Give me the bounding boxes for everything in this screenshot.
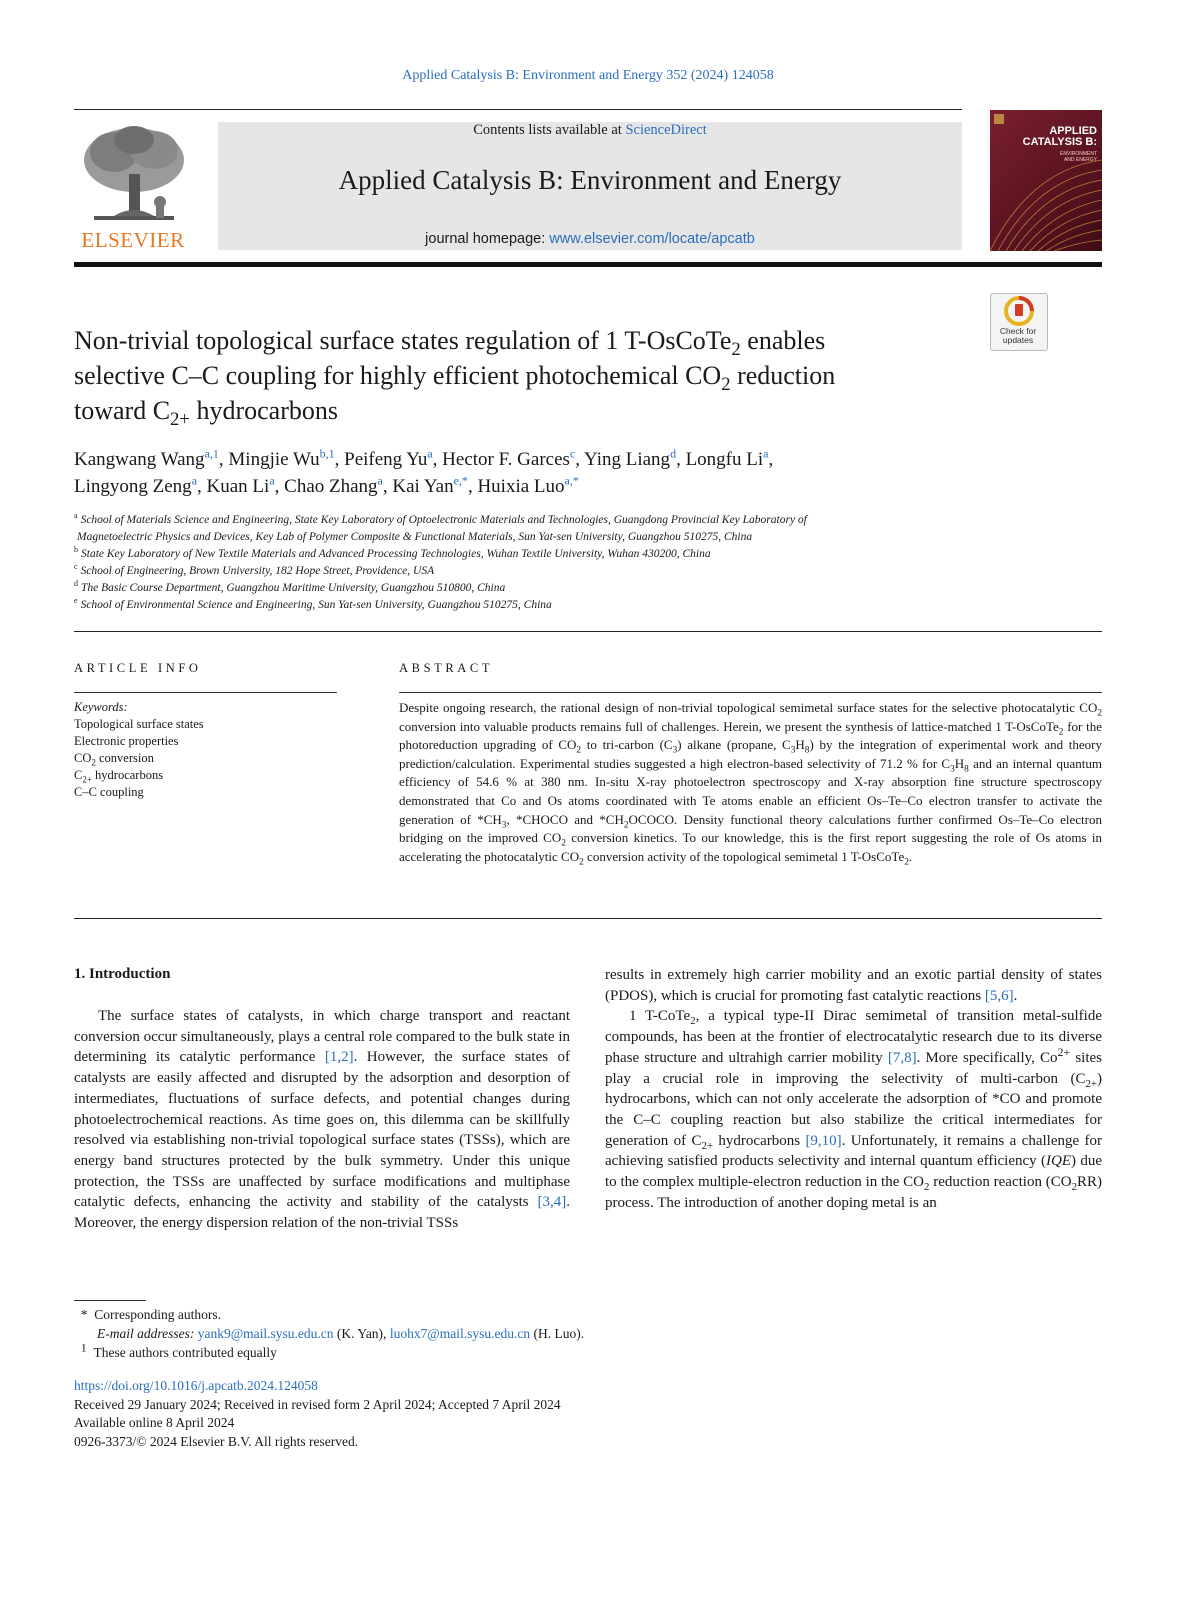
abstract-heading: ABSTRACT	[399, 661, 494, 675]
footnote-equal: 1 These authors contributed equally	[80, 1340, 277, 1360]
author-affil-mark[interactable]: e,*	[453, 473, 468, 488]
author-name[interactable]: Kuan Li	[206, 476, 270, 497]
author-name[interactable]: Longfu Li	[685, 449, 764, 470]
header-rule-top	[74, 109, 962, 110]
citation-link[interactable]: [9,10]	[805, 1132, 842, 1149]
sciencedirect-link[interactable]: ScienceDirect	[625, 122, 707, 138]
email-link[interactable]: yank9@mail.sysu.edu.cn	[197, 1326, 334, 1341]
author-name[interactable]: Hector F. Garces	[442, 449, 570, 470]
cover-subtitle: ENVIRONMENT AND ENERGY	[1060, 151, 1097, 163]
abstract-rule	[399, 692, 1102, 693]
received-dates: Received 29 January 2024; Received in revised form 2 April 2024; Accepted 7 April 2024	[74, 1396, 561, 1412]
paragraph: 1 T-CoTe$_2$, a typical type-II Dirac semimetal of transition metal-sulfide compounds, has been at the frontier of electrocatalytic research due to its diverse phase structure and ultrahigh carrier mobility [7,8]. More specifically, $Co^{2+}$ sites play a crucial role in improving the selectivity of multi-carbon $(C_{2+})$ hydrocarbons, which can not only accelerate the adsorption of *CO and promote the C–C coupling reaction but also stabilize the critical intermediates for generation of $C_{2+}$ hydrocarbons [9,10]. Unfortunately, it remains a challenge for achieving satisfied products selectivity and internal quantum efficiency (IQE) due to the complex multiple-electron reduction in the $CO_2$ reduction reaction $(CO_2RR)$ process. The introduction of another doping metal is an	[605, 1008, 1102, 1211]
elsevier-wordmark: ELSEVIER	[81, 228, 185, 252]
keyword-item: $CO_2$ conversion	[74, 751, 154, 768]
keywords-label: Keywords:	[74, 700, 128, 714]
author-name[interactable]: Kai Yan	[392, 476, 454, 497]
abstract-text: Despite ongoing research, the rational design of non-trivial topological semimetal surface states for the selective photocatalytic $CO_2$ conversion into valuable products remains full of challenges. Herein, we present the synthesis of lattice-matched 1 T-OsCoTe$_2$ for the photoreduction upgrading of $CO_2$ to tri-carbon $(C_3)$ alkane (propane, $C_3H_8$) by the integration of experimental work and theory prediction/calculation. Experimental studies suggested a high electron-based selectivity of 71.2 % for $C_3H_8$ and an internal quantum efficiency of 54.6 % at 380 nm. In-situ X-ray photoelectron spectroscopy and X-ray absorption fine structure spectroscopy demonstrated that Co and Os atoms coordinated with Te atoms enable an efficient Os–Te–Co electron transfer to activate the generation of $*CH_3$, *CHOCO and $*CH_2OCOCO$. Density functional theory calculations further confirmed Os–Te–Co electron bridging on the improved $CO_2$ conversion kinetics. To our knowledge, this is the first report suggesting the role of Os atoms in accelerating the photocatalytic $CO_2$ conversion activity of the topological semimetal 1 T-OsCoTe$_2$.	[399, 700, 1103, 868]
author-affil-mark[interactable]: a	[763, 446, 769, 461]
section-heading-introduction: 1. Introduction	[74, 966, 171, 982]
author-name[interactable]: Lingyong Zeng	[74, 476, 192, 497]
author-affil-mark[interactable]: a,1	[204, 446, 219, 461]
author-affil-mark[interactable]: a	[269, 473, 275, 488]
author-name[interactable]: Ying Liang	[584, 449, 671, 470]
keyword-item: C–C coupling	[74, 785, 144, 799]
journal-title: Applied Catalysis B: Environment and Energy	[338, 165, 842, 195]
contents-line: Contents lists available at ScienceDirect	[473, 122, 707, 138]
publication-info	[74, 1377, 774, 1451]
keyword-item: Topological surface states	[74, 717, 204, 731]
affiliation-item: $^d$ The Basic Course Department, Guangzhou Maritime University, Guangzhou 510800, China	[74, 579, 506, 594]
author-name[interactable]: Huixia Luo	[477, 476, 565, 497]
author-affil-mark[interactable]: a	[377, 473, 383, 488]
footnote-corresponding: * Corresponding authors.	[80, 1307, 221, 1322]
author-name[interactable]: Mingjie Wu	[228, 449, 320, 470]
section-rule	[74, 631, 1102, 632]
homepage-link[interactable]: www.elsevier.com/locate/apcatb	[549, 231, 755, 247]
citation-link[interactable]: [1,2]	[324, 1049, 354, 1066]
copyright: 0926-3373/© 2024 Elsevier B.V. All rights reserved.	[74, 1433, 359, 1449]
doi-link[interactable]: https://doi.org/10.1016/j.apcatb.2024.124058	[74, 1378, 318, 1393]
affiliations	[74, 512, 1084, 614]
footnote-rule	[74, 1300, 146, 1301]
article-info-rule	[74, 692, 337, 693]
article-info-heading: ARTICLE INFO	[74, 661, 202, 675]
affiliation-item: $^a$ School of Materials Science and Engineering, State Key Laboratory of Optoelectronic Materials and Technologies, Guangdong Provincial Key Laboratory of	[74, 511, 807, 526]
affiliation-item: $^b$ State Key Laboratory of New Textile Materials and Advanced Processing Technologies, Wuhan Textile University, Wuhan 430200, China	[74, 545, 711, 560]
keyword-item: $C_{2+}$ hydrocarbons	[74, 768, 164, 785]
check-for-updates-label: Check for updates	[999, 326, 1037, 345]
author-affil-mark[interactable]: a	[191, 473, 198, 488]
keywords-block	[74, 699, 334, 801]
article-title: Non-trivial topological surface states regulation of 1 T-OsCoTe$_2$ enables selective C–C coupling for highly efficient photochemical $CO_2$ reduction toward $C_{2+}$ hydrocarbons	[74, 326, 836, 431]
citation-link[interactable]: [3,4]	[537, 1194, 567, 1211]
body-column-left	[74, 1006, 570, 1234]
abstract-bottom-rule	[74, 918, 1102, 919]
affiliation-item: $^e$ School of Environmental Science and Engineering, Sun Yat-sen University, Guangzhou 510275, China	[74, 596, 552, 611]
affiliation-item: $^c$ School of Engineering, Brown University, 182 Hope Street, Providence, USA	[74, 562, 435, 577]
cover-title: APPLIED CATALYSIS B:	[1022, 125, 1097, 148]
footnotes	[74, 1305, 774, 1362]
citation-link[interactable]: [7,8]	[887, 1049, 917, 1066]
footnote-emails: E-mail addresses: yank9@mail.sysu.edu.cn (K. Yan), luohx7@mail.sysu.edu.cn (H. Luo).	[97, 1326, 585, 1341]
author-affil-mark[interactable]: c	[569, 446, 576, 461]
keyword-item: Electronic properties	[74, 734, 179, 748]
affiliation-item: Magnetoelectric Physics and Devices, Key Lab of Polymer Composite & Functional Materials, Sun Yat-sen University, Guangzhou 510275, China	[77, 531, 753, 543]
author-affil-mark[interactable]: d	[670, 446, 677, 461]
paragraph: The surface states of catalysts, in which charge transport and reactant conversion occur simultaneously, plays a central role compared to the bulk state in determining its catalytic performance [1,2]. However, the surface states of catalysts are easily affected and disrupted by the adsorption and desorption of intermediates, fluctuations of surface defects, and potential changes during photoelectrochemical reactions. As time goes on, this dilemma can be skillfully resolved via establishing non-trivial topological surface states (TSSs), which are energy band structures protected by the bulk symmetry. Under this unique protection, the TSSs are unaffected by surface modifications and multiphase catalytic defects, enhancing the activity and stability of the catalysts [3,4]. Moreover, the energy dispersion relation of the non-trivial TSSs	[74, 1008, 570, 1232]
homepage-line: journal homepage: www.elsevier.com/locate/apcatb	[425, 231, 755, 247]
author-affil-mark[interactable]: a,*	[564, 473, 579, 488]
author-name[interactable]: Chao Zhang	[284, 476, 378, 497]
author-name[interactable]: Kangwang Wang	[74, 449, 205, 470]
email-link[interactable]: luohx7@mail.sysu.edu.cn	[389, 1326, 531, 1341]
body-column-right	[605, 965, 1102, 1213]
paragraph: results in extremely high carrier mobility and an exotic partial density of states (PDOS), which is crucial for promoting fast catalytic reactions [5,6].	[605, 967, 1102, 1004]
author-list: Kangwang Wang$^{a,1}$, Mingjie Wu$^{b,1}$, Peifeng Yu$^a$, Hector F. Garces$^c$, Ying Liang$^d$, Longfu Li$^a$, Lingyong Zeng$^a$, Kuan Li$^a$, Chao Zhang$^a$, Kai Yan$^{e,*}$, Huixia Luo$^{a,*}$	[74, 446, 774, 497]
header-rule-thick	[74, 262, 1102, 267]
author-name[interactable]: Peifeng Yu	[344, 449, 428, 470]
available-online: Available online 8 April 2024	[74, 1415, 235, 1430]
running-head[interactable]: Applied Catalysis B: Environment and Energy 352 (2024) 124058	[402, 68, 774, 83]
citation-link[interactable]: [5,6]	[984, 987, 1014, 1004]
author-affil-mark[interactable]: a	[427, 446, 433, 461]
author-affil-mark[interactable]: b,1	[319, 446, 335, 461]
